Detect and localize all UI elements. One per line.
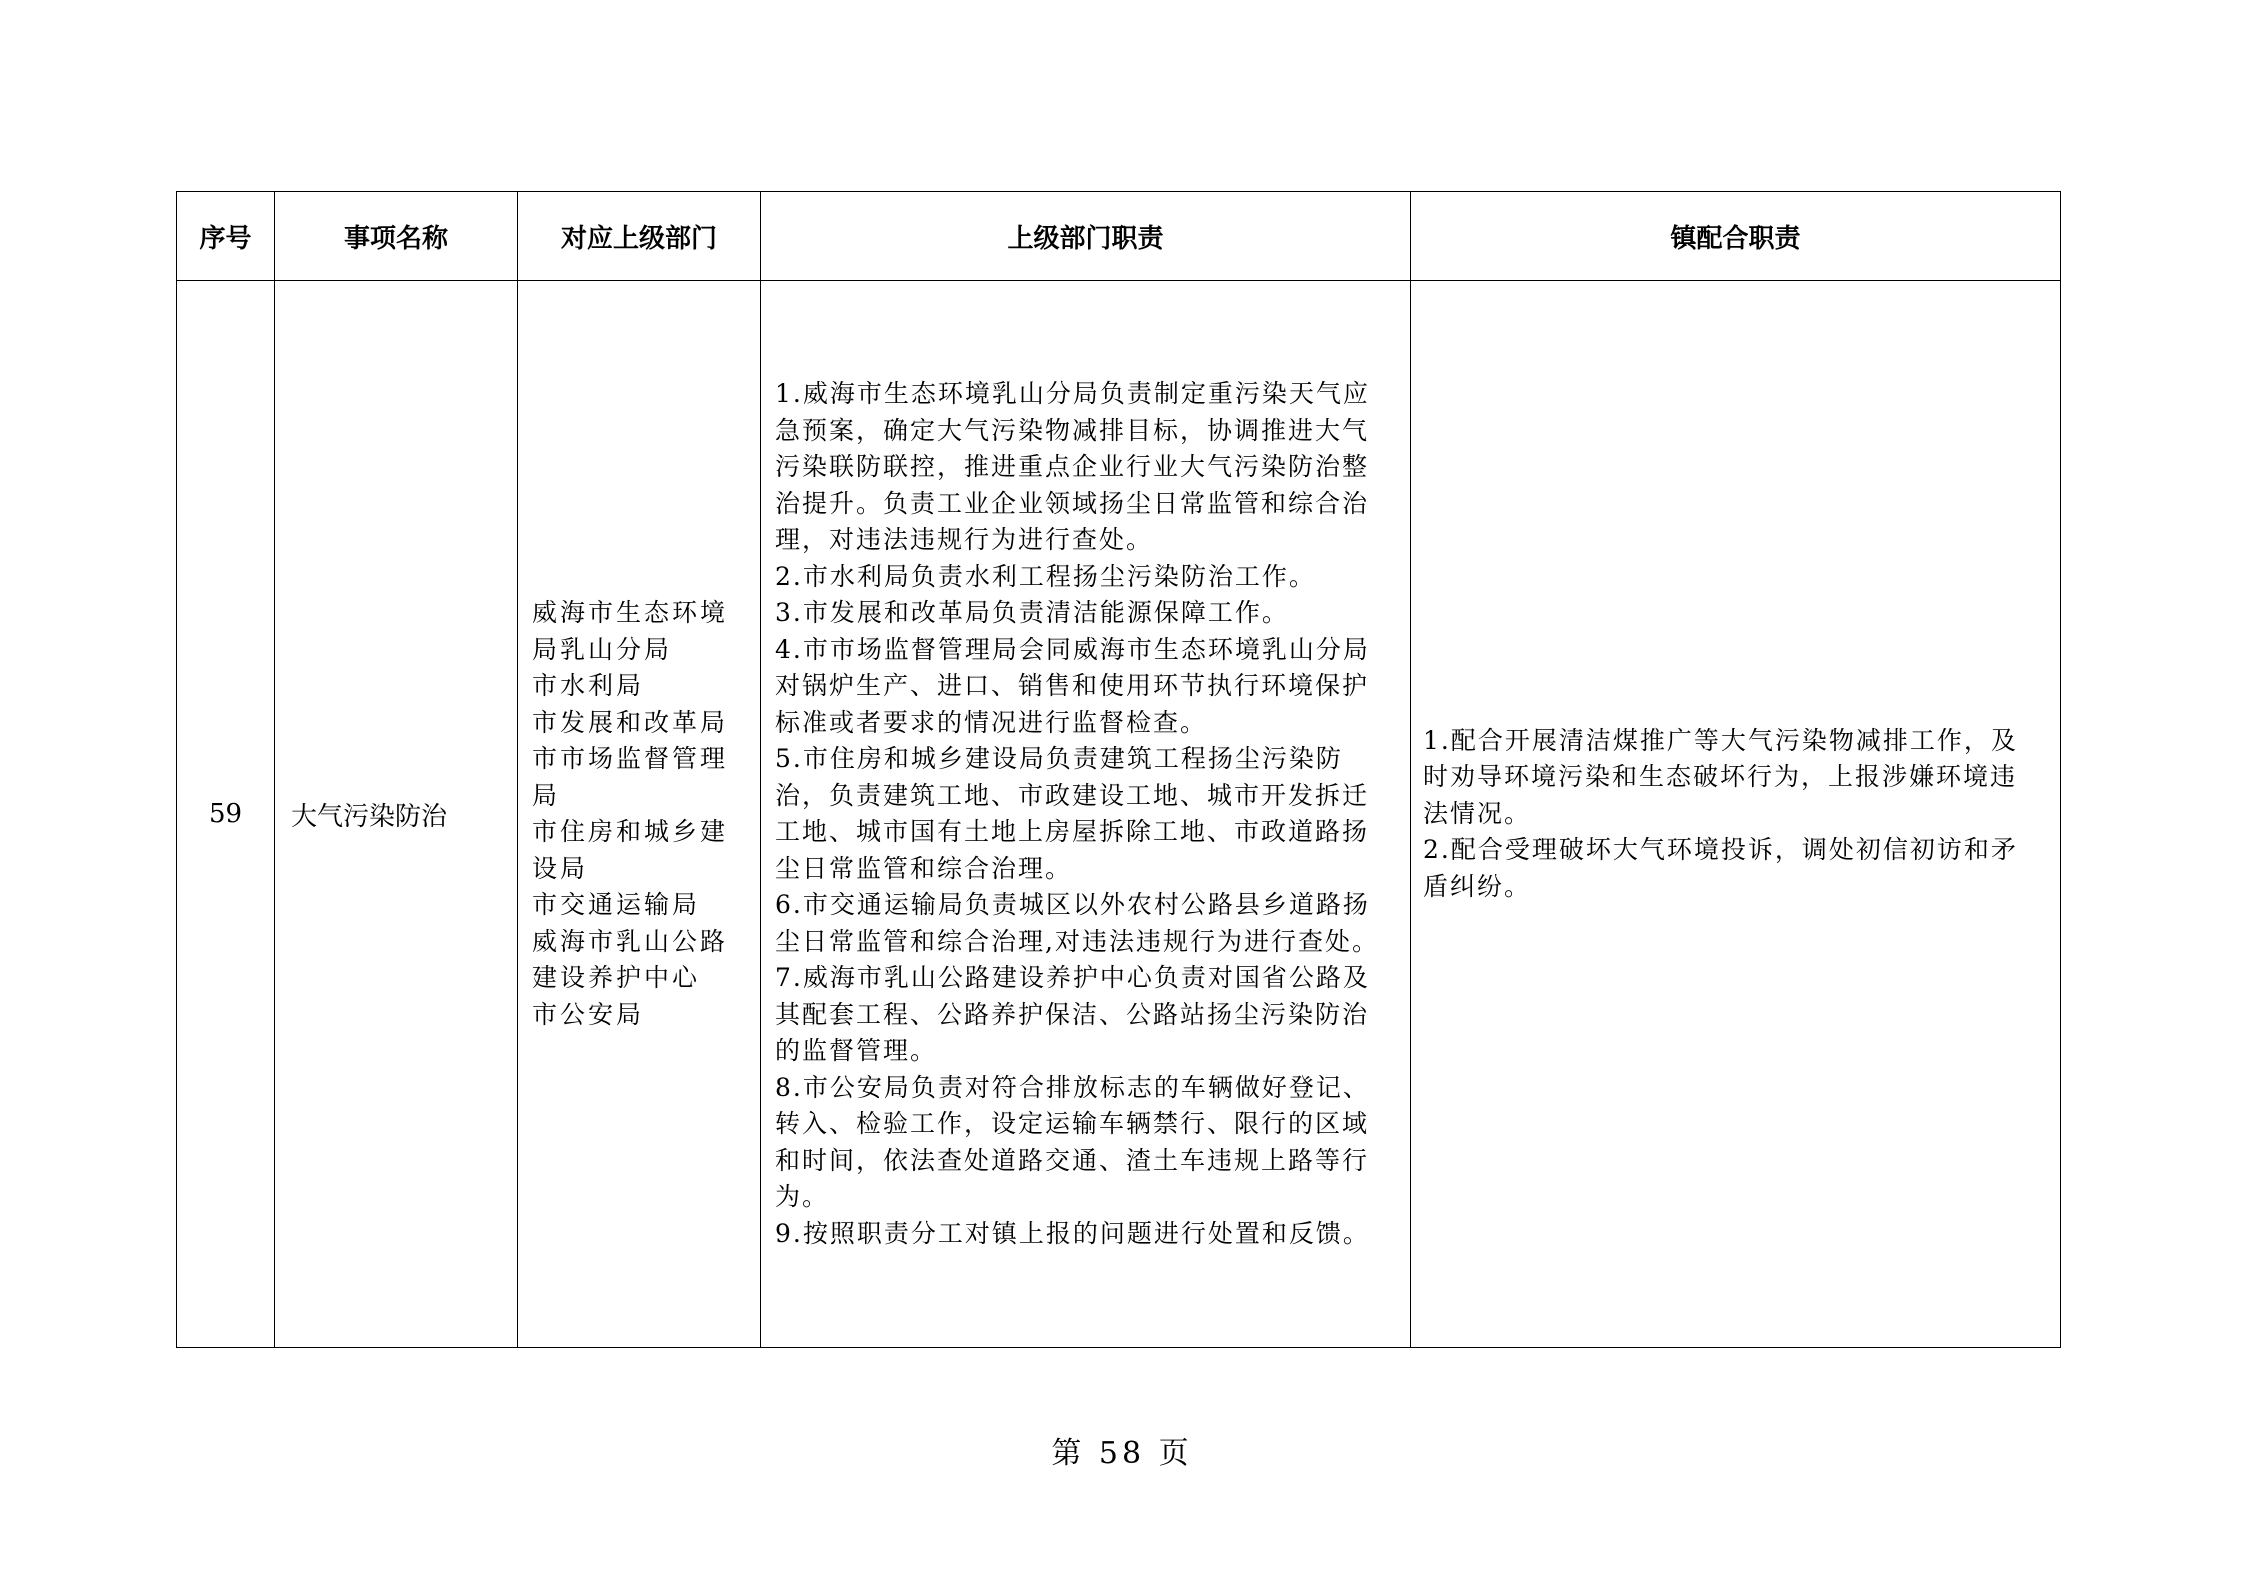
- table-header-row: [177, 192, 2061, 281]
- dept-line: 市水利局: [532, 671, 645, 700]
- dept-line: 局乳山分局: [532, 634, 673, 664]
- duty-line: 和时间，依法查处道路交通、渣土车违规上路等行: [775, 1145, 1370, 1175]
- row-seq: 59: [177, 281, 275, 1348]
- dept-line: 设局: [532, 853, 589, 883]
- duty-line: 理，对违法违规行为进行查处。: [775, 525, 1154, 554]
- dept-line: 市交通运输局: [532, 890, 701, 919]
- town-duty-line: 时劝导环境污染和生态破坏行为，上报涉嫌环境违: [1423, 762, 2018, 792]
- dept-line: 局: [532, 780, 561, 810]
- duty-line: 治提升。负责工业企业领域扬尘日常监管和综合治: [775, 488, 1370, 518]
- duty-line: 尘日常监管和综合治理。: [775, 853, 1073, 883]
- town-duty-line: 2.配合受理破坏大气环境投诉，调处初信初访和矛: [1423, 835, 2018, 865]
- header-item-name: 事项名称: [275, 192, 518, 281]
- duty-line: 工地、城市国有土地上房屋拆除工地、市政道路扬: [775, 817, 1370, 846]
- duty-line: 7.威海市乳山公路建设养护中心负责对国省公路及: [775, 963, 1370, 992]
- duty-line: 9.按照职责分工对镇上报的问题进行处置和反馈。: [775, 1218, 1370, 1248]
- row-superior-duty: [761, 281, 1411, 1348]
- header-seq: 序号: [177, 192, 275, 281]
- town-duty-line: 法情况。: [1423, 798, 1532, 828]
- page-number: 第 58 页: [1051, 1436, 1193, 1471]
- row-town-duty: [1411, 281, 2061, 1348]
- duty-line: 2.市水利局负责水利工程扬尘污染防治工作。: [775, 561, 1316, 591]
- header-superior-dept: 对应上级部门: [518, 192, 761, 281]
- duty-line: 污染联防联控，推进重点企业行业大气污染防治整: [775, 452, 1370, 481]
- duty-line: 为。: [775, 1182, 830, 1211]
- dept-line: 市发展和改革局: [532, 707, 729, 737]
- duty-line: 对锅炉生产、进口、销售和使用环节执行环境保护: [775, 671, 1370, 700]
- duty-line: 4.市市场监督管理局会同威海市生态环境乳山分局: [775, 634, 1370, 664]
- duty-line: 6.市交通运输局负责城区以外农村公路县乡道路扬: [775, 890, 1370, 919]
- dept-line: 市市场监督管理: [532, 744, 729, 773]
- dept-line: 威海市乳山公路: [532, 926, 729, 956]
- duty-line: 8.市公安局负责对符合排放标志的车辆做好登记、: [775, 1072, 1370, 1102]
- row-item-name: 大气污染防治: [275, 281, 518, 1348]
- town-duty-line: 盾纠纷。: [1423, 871, 1532, 901]
- duty-line: 急预案，确定大气污染物减排目标，协调推进大气: [775, 415, 1370, 445]
- responsibility-table: [176, 191, 2061, 1348]
- duty-line: 标准或者要求的情况进行监督检查。: [775, 707, 1208, 737]
- duty-line: 尘日常监管和综合治理,对违法违规行为进行查处。: [775, 926, 1379, 956]
- town-duty-line: 1.配合开展清洁煤推广等大气污染物减排工作，及: [1423, 725, 2018, 755]
- header-superior-duty: 上级部门职责: [761, 192, 1411, 281]
- row-superior-dept: [518, 281, 761, 1348]
- dept-line: 威海市生态环境: [532, 598, 729, 627]
- duty-line: 的监督管理。: [775, 1036, 938, 1065]
- duty-line: 5.市住房和城乡建设局负责建筑工程扬尘污染防: [775, 744, 1343, 773]
- duty-line: 3.市发展和改革局负责清洁能源保障工作。: [775, 598, 1289, 627]
- duty-line: 转入、检验工作，设定运输车辆禁行、限行的区域: [775, 1109, 1370, 1138]
- duty-line: 治，负责建筑工地、市政建设工地、城市开发拆迁: [775, 780, 1370, 810]
- duty-line: 其配套工程、公路养护保洁、公路站扬尘污染防治: [775, 999, 1370, 1029]
- dept-line: 市住房和城乡建: [532, 817, 729, 846]
- header-town-duty: 镇配合职责: [1411, 192, 2061, 281]
- duty-line: 1.威海市生态环境乳山分局负责制定重污染天气应: [775, 379, 1370, 408]
- dept-line: 市公安局: [532, 999, 645, 1029]
- table-row: [177, 281, 2061, 1348]
- dept-line: 建设养护中心: [532, 963, 701, 992]
